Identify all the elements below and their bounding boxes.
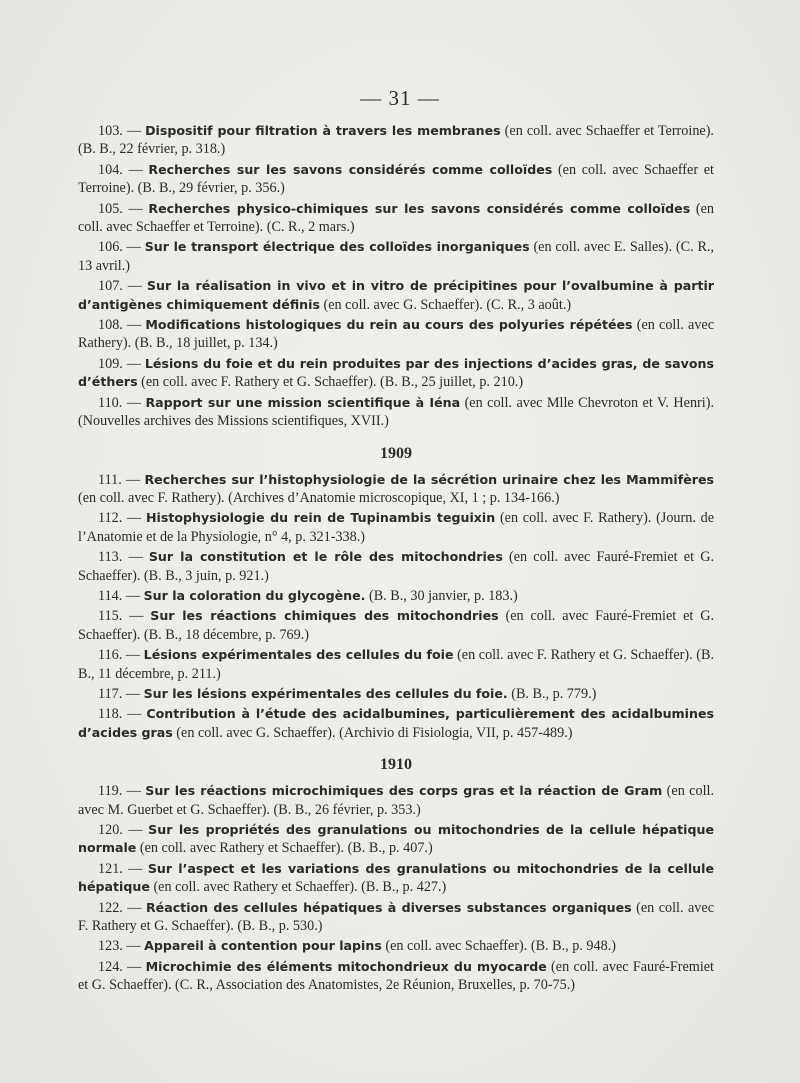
- entry-title: Lésions expérimentales des cellules du foie: [143, 647, 454, 663]
- bibliography-entry: [78, 958, 714, 995]
- entry-number: 111.: [98, 471, 122, 488]
- bibliography-entry: [78, 937, 714, 955]
- entry-details: (B. B., 30 janvier, p. 183.): [365, 587, 518, 604]
- entry-number: 116.: [98, 647, 123, 664]
- entry-number: 103.: [98, 123, 123, 139]
- entry-dash: —: [122, 394, 146, 411]
- entry-title: Sur les réactions microchimiques des corps gras et la réaction de Gram: [145, 783, 663, 799]
- entry-details: (en coll. avec Schaeffer et Terroine). (C. R., 2 mars.): [78, 200, 715, 236]
- bibliography-entry: [78, 705, 714, 742]
- entry-dash: —: [122, 822, 149, 838]
- entry-title: Sur les lésions expérimentales des cellules du foie.: [143, 685, 508, 701]
- entry-dash: —: [122, 123, 146, 139]
- bibliography-entry: [78, 122, 714, 159]
- entry-title: Lésions du foie et du rein produites par des injections d’acides gras, de savons d’éthers: [78, 355, 714, 390]
- entry-dash: —: [122, 938, 145, 955]
- entry-details: (en coll. avec F. Rathery et G. Schaeffer). (B. B., p. 530.): [78, 899, 714, 935]
- entry-number: 114.: [98, 587, 123, 604]
- bibliography-entry: [78, 646, 714, 683]
- year-heading: 1910: [380, 756, 412, 774]
- entry-details: (en coll. avec M. Guerbet et G. Schaeffer). (B. B., 26 février, p. 353.): [78, 783, 714, 818]
- entry-dash: —: [122, 647, 144, 664]
- entry-details: (en coll. avec F. Rathery). (Archives d’Anatomie microscopique, XI, 1 ; p. 134-166.): [78, 489, 560, 506]
- entry-number: 104.: [98, 161, 123, 178]
- entry-dash: —: [122, 958, 146, 975]
- entry-dash: —: [122, 587, 144, 604]
- entry-dash: —: [122, 860, 148, 877]
- entry-title: Recherches physico-chimiques sur les savons considérés comme colloïdes: [148, 200, 691, 216]
- entry-details: (en coll. avec Rathery et Schaeffer). (B. B., p. 407.): [136, 840, 433, 857]
- entry-number: 123.: [98, 938, 123, 955]
- bibliography-entry: [78, 238, 714, 275]
- entry-number: 109.: [98, 355, 123, 372]
- entry-number: 117.: [98, 685, 123, 702]
- entry-title: Sur la réalisation in vivo et in vitro de précipitines pour l’ovalbumine à partir d’antigènes chimiquement définis: [78, 278, 714, 312]
- bibliography-entry: [78, 782, 714, 819]
- bibliography-entry: [78, 471, 714, 508]
- entry-number: 124.: [98, 958, 123, 975]
- entry-dash: —: [122, 549, 149, 566]
- entry-details: (en coll. avec Fauré-Fremiet et G. Schaeffer). (B. B., 3 juin, p. 921.): [78, 549, 715, 584]
- year-heading: 1909: [380, 444, 412, 462]
- entry-title: Dispositif pour filtration à travers les membranes: [145, 123, 501, 138]
- entry-dash: —: [122, 510, 146, 527]
- entry-dash: —: [122, 161, 149, 178]
- entry-dash: —: [122, 608, 151, 625]
- bibliography-list: [78, 122, 714, 997]
- bibliography-entry: [78, 821, 714, 858]
- entry-details: (en coll. avec G. Schaeffer). (C. R., 3 août.): [319, 296, 572, 313]
- bibliography-entry: [78, 587, 714, 605]
- bibliography-entry: [78, 509, 714, 546]
- entry-dash: —: [122, 200, 149, 217]
- entry-title: Sur la constitution et le rôle des mitochondries: [148, 549, 503, 565]
- entry-title: Appareil à contention pour lapins: [144, 938, 382, 954]
- entry-dash: —: [122, 899, 146, 916]
- bibliography-entry: [78, 685, 714, 703]
- page-number: — 31 —: [360, 86, 440, 110]
- bibliography-entry: [78, 316, 714, 353]
- entry-details: (en coll. avec F. Rathery et G. Schaeffer). (B. B., 25 juillet, p. 210.): [137, 374, 524, 391]
- entry-details: (en coll. avec Schaeffer). (B. B., p. 948.): [381, 938, 616, 955]
- entry-details: (en coll. avec Schaeffer et Terroine). (B. B., 29 février, p. 356.): [78, 161, 714, 197]
- entry-number: 122.: [98, 899, 123, 916]
- entry-number: 108.: [98, 317, 123, 334]
- entry-title: Histophysiologie du rein de Tupinambis teguixin: [146, 510, 496, 526]
- bibliography-entry: [78, 394, 714, 431]
- entry-title: Recherches sur les savons considérés comme colloïdes: [148, 161, 553, 177]
- entry-title: Sur la coloration du glycogène.: [143, 587, 366, 603]
- entry-title: Rapport sur une mission scientifique à Iéna: [145, 394, 461, 410]
- bibliography-entry: [78, 607, 714, 644]
- entry-details: (en coll. avec F. Rathery). (Journ. de l’Anatomie et de la Physiologie, n° 4, p. 321-338.): [78, 510, 715, 545]
- entry-dash: —: [122, 239, 145, 256]
- entry-number: 106.: [98, 239, 123, 256]
- entry-title: Modifications histologiques du rein au cours des polyuries répétées: [145, 317, 633, 333]
- entry-number: 113.: [98, 549, 123, 566]
- entry-title: Contribution à l’étude des acidalbumines, particulièrement des acidalbumines d’acides gras: [78, 706, 714, 740]
- entry-dash: —: [122, 685, 144, 702]
- entry-dash: —: [122, 783, 146, 800]
- entry-details: (B. B., p. 779.): [507, 685, 597, 702]
- entry-title: Recherches sur l’histophysiologie de la sécrétion urinaire chez les Mammifères: [144, 471, 714, 487]
- entry-details: (en coll. avec Rathery). (B. B., 18 juillet, p. 134.): [78, 317, 715, 352]
- bibliography-entry: [78, 899, 714, 936]
- entry-details: (en coll. avec E. Salles). (C. R., 13 avril.): [78, 239, 715, 274]
- entry-number: 105.: [98, 200, 123, 217]
- entry-details: (en coll. avec Mlle Chevroton et V. Henri). (Nouvelles archives des Missions scientifiques, XVII.): [78, 394, 714, 430]
- entry-number: 112.: [98, 510, 123, 527]
- entry-details: (en coll. avec Schaeffer et Terroine). (B. B., 22 février, p. 318.): [78, 123, 714, 158]
- entry-title: Réaction des cellules hépatiques à diverses substances organiques: [145, 899, 632, 915]
- entry-number: 118.: [98, 706, 123, 723]
- entry-details: (en coll. avec Fauré-Fremiet et G. Schaeffer). (C. R., Association des Anatomistes, 2e Réunion, Bruxelles, p. 70-75.): [78, 958, 714, 994]
- entry-title: Sur le transport électrique des colloïdes inorganiques: [144, 239, 530, 255]
- entry-number: 121.: [98, 860, 123, 877]
- entry-title: Sur les propriétés des granulations ou mitochondries de la cellule hépatique normale: [78, 822, 714, 856]
- bibliography-entry: [78, 277, 714, 314]
- entry-dash: —: [121, 471, 145, 488]
- entry-number: 110.: [98, 394, 123, 411]
- bibliography-entry: [78, 548, 714, 585]
- bibliography-entry: [78, 860, 714, 897]
- entry-details: (en coll. avec G. Schaeffer). (Archivio di Fisiologia, VII, p. 457-489.): [172, 724, 573, 741]
- entry-title: Microchimie des éléments mitochondrieux du myocarde: [145, 958, 547, 974]
- bibliography-entry: [78, 200, 714, 237]
- entry-title: Sur les réactions chimiques des mitochondries: [150, 608, 499, 624]
- entry-dash: —: [122, 278, 147, 295]
- entry-dash: —: [122, 355, 145, 372]
- entry-dash: —: [122, 317, 146, 334]
- entry-title: Sur l’aspect et les variations des granulations ou mitochondries de la cellule hépatique: [78, 860, 714, 895]
- entry-details: (en coll. avec Rathery et Schaeffer). (B. B., p. 427.): [149, 879, 447, 896]
- entry-number: 119.: [98, 783, 123, 800]
- bibliography-entry: [78, 355, 714, 392]
- entry-number: 107.: [98, 278, 123, 295]
- entry-details: (en coll. avec Fauré-Fremiet et G. Schaeffer). (B. B., 18 décembre, p. 769.): [78, 608, 715, 643]
- bibliography-entry: [78, 161, 714, 198]
- entry-number: 115.: [98, 608, 123, 625]
- entry-dash: —: [122, 706, 147, 723]
- entry-number: 120.: [98, 822, 123, 838]
- entry-details: (en coll. avec F. Rathery et G. Schaeffer). (B. B., 11 décembre, p. 211.): [78, 647, 714, 682]
